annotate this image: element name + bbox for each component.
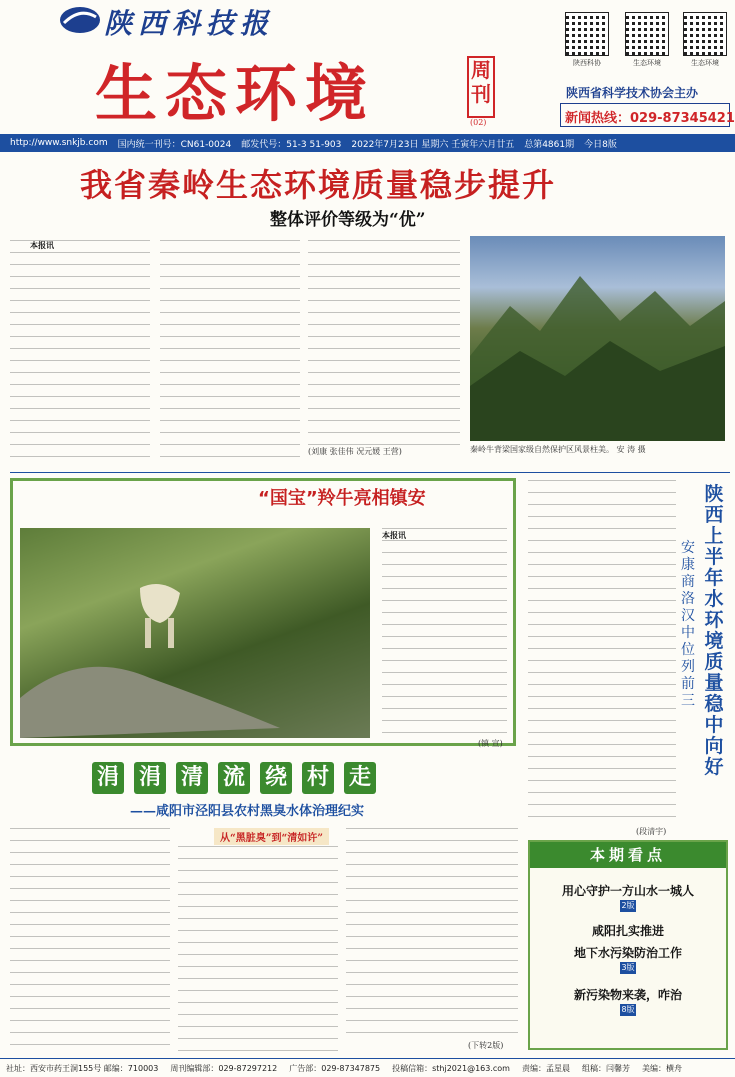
footer-address: 社址：西安市药王洞155号 邮编：710003 bbox=[6, 1063, 159, 1073]
sponsor: 陕西省科学技术协会主办 bbox=[566, 86, 699, 100]
article-column bbox=[178, 846, 338, 1051]
qr-label: 生态环境 bbox=[691, 59, 719, 67]
total-issue: 总第4861期 bbox=[524, 139, 575, 150]
article-column bbox=[346, 828, 518, 1038]
newspaper-logo-icon bbox=[58, 5, 102, 35]
website-link[interactable]: http://www.snkjb.com bbox=[10, 138, 108, 148]
section-divider bbox=[10, 472, 730, 473]
article-column bbox=[10, 240, 150, 458]
mountain-photo bbox=[470, 236, 725, 441]
title-char: 绕 bbox=[260, 762, 292, 794]
title-char: 流 bbox=[218, 762, 250, 794]
issue-info-bar bbox=[0, 134, 735, 152]
issue-date: 2022年7月23日 星期六 壬寅年六月廿五 bbox=[351, 139, 515, 150]
goat-story-text bbox=[382, 528, 507, 738]
lead-byline: (刘康 张佳伟 况元媛 王营) bbox=[308, 447, 402, 456]
title-char: 清 bbox=[176, 762, 208, 794]
title-char: 涓 bbox=[92, 762, 124, 794]
goat-byline: (镇 宣) bbox=[478, 739, 503, 748]
footer-layout: 组稿：闫馨芳 bbox=[581, 1063, 630, 1073]
toc-page: 2版 bbox=[621, 901, 635, 910]
postal-code: 邮发代号：51-3 51-903 bbox=[241, 139, 342, 150]
lead-subheadline: 整体评价等级为“优” bbox=[270, 210, 426, 230]
lead-headline: 我省秦岭生态环境质量稳步提升 bbox=[80, 166, 557, 204]
title-char: 涓 bbox=[134, 762, 166, 794]
article-column bbox=[308, 240, 460, 445]
article-column bbox=[10, 828, 170, 1053]
lead-tag: 本报讯 bbox=[30, 240, 54, 250]
mountain-ridge-icon bbox=[470, 236, 725, 441]
page-count: 今日8版 bbox=[584, 139, 617, 150]
goat-story-title: “国宝”羚牛亮相镇安 bbox=[258, 488, 426, 509]
weekly-number: (02) bbox=[470, 118, 487, 127]
toc-item[interactable]: 用心守护一方山水一城人 bbox=[561, 884, 694, 898]
qr-code[interactable] bbox=[618, 12, 676, 68]
goat-tag: 本报讯 bbox=[382, 530, 406, 540]
footer-design: 美编：横舟 bbox=[641, 1063, 682, 1073]
water-story-text bbox=[528, 480, 676, 825]
goat-photo bbox=[20, 528, 370, 738]
article-column bbox=[160, 240, 300, 458]
footer-ad-phone: 广告部：029-87347875 bbox=[289, 1063, 381, 1073]
cn-number: 国内统一刊号：CN61-0024 bbox=[117, 139, 232, 150]
paper-name: 陕西科技报 bbox=[104, 7, 275, 40]
toc-item[interactable]: 新污染物来袭，咋治 bbox=[573, 988, 682, 1002]
water-byline: (段清宇) bbox=[636, 827, 667, 836]
water-story-title: 陕西上半年水环境质量稳中向好 bbox=[704, 483, 724, 778]
title-char: 村 bbox=[302, 762, 334, 794]
toc-page: 8版 bbox=[621, 1005, 635, 1014]
toc-page: 3版 bbox=[621, 963, 635, 972]
qr-code-icon bbox=[625, 12, 669, 56]
toc-item[interactable]: 咸阳扎实推进 bbox=[591, 924, 664, 938]
contents-heading: 本期看点 bbox=[530, 842, 726, 868]
qr-label: 生态环境 bbox=[633, 59, 661, 67]
title-char: 走 bbox=[344, 762, 376, 794]
qr-label: 陕西科协 bbox=[573, 59, 601, 67]
qr-code-icon bbox=[683, 12, 727, 56]
continued-note: (下转2版) bbox=[468, 1041, 504, 1050]
toc-item[interactable]: 地下水污染防治工作 bbox=[573, 946, 682, 960]
footer-editorial-phone: 周刊编辑部：029-87297212 bbox=[170, 1063, 278, 1073]
weekly-badge: 周刊 bbox=[467, 56, 495, 118]
hotline: 新闻热线：029-87345421 bbox=[560, 103, 730, 127]
stream-subhead: 从“黑脏臭”到“清如许” bbox=[214, 828, 329, 845]
section-title: 生态环境 bbox=[95, 57, 376, 130]
qr-code-icon bbox=[565, 12, 609, 56]
stream-story-title bbox=[92, 762, 376, 794]
photo-caption: 秦岭牛背梁国家级自然保护区风景柱美。 安 涛 摄 bbox=[470, 445, 646, 454]
water-story-subtitle: 安康商洛汉中位列前三 bbox=[681, 540, 695, 709]
qr-code[interactable] bbox=[558, 12, 616, 68]
qr-code[interactable] bbox=[676, 12, 734, 68]
rock-slope-icon bbox=[20, 528, 370, 738]
footer-email[interactable]: 投稿信箱：sthj2021@163.com bbox=[392, 1063, 510, 1073]
stream-story-subtitle: ——咸阳市泾阳县农村黑臭水体治理纪实 bbox=[130, 804, 365, 819]
footer bbox=[0, 1058, 735, 1077]
footer-editor: 责编：孟星晨 bbox=[521, 1063, 570, 1073]
masthead bbox=[0, 0, 735, 132]
